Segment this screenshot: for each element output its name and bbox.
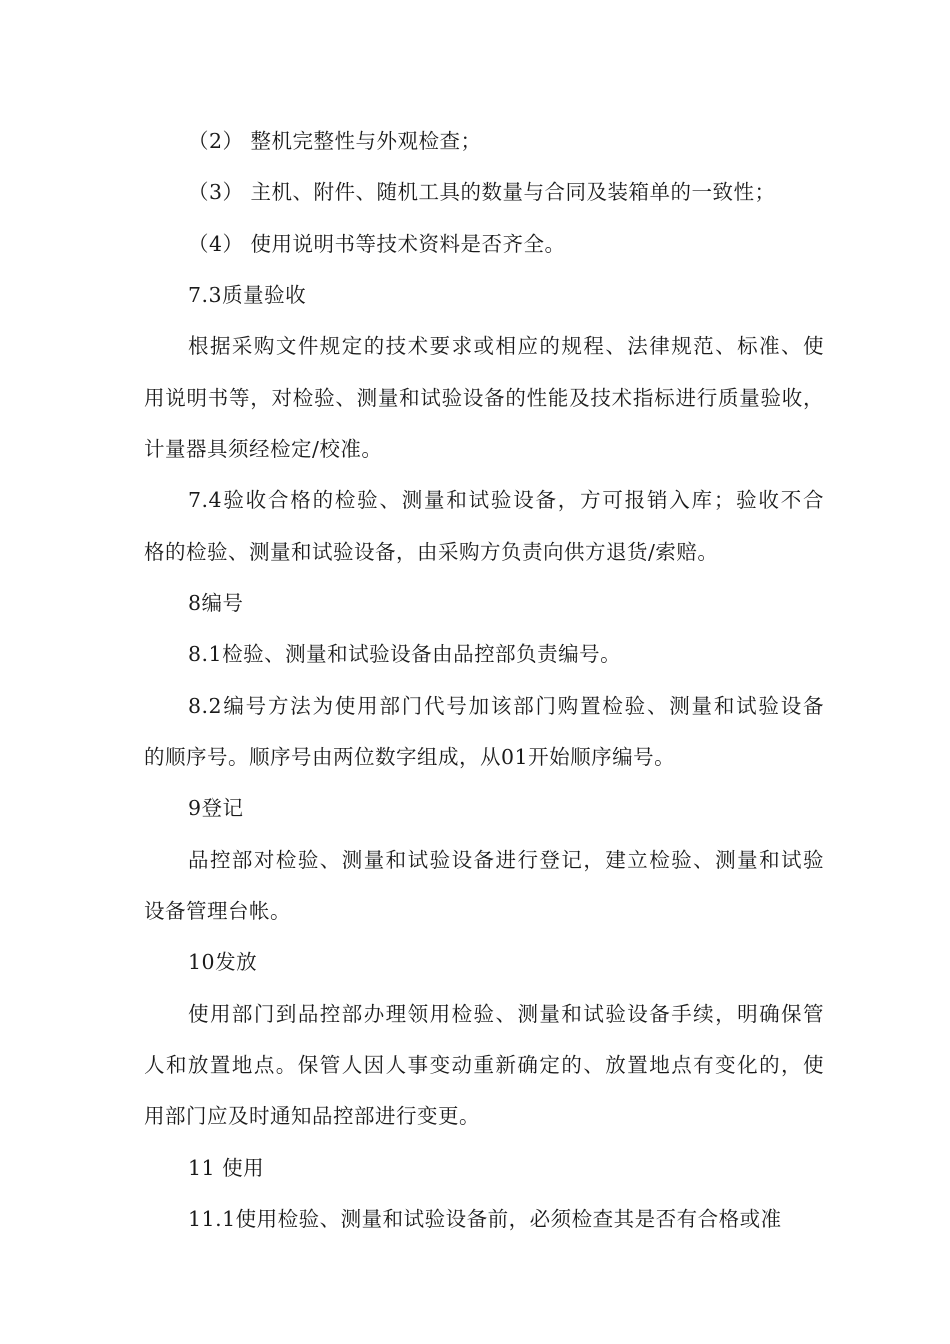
paragraph-line: 根据采购文件规定的技术要求或相应的规程、法律规范、标准、使 [188,334,824,358]
paragraph-line: 11.1使用检验、测量和试验设备前，必须检查其是否有合格或准 [188,1207,782,1231]
paragraph-line: 计量器具须经检定/校准。 [144,437,383,461]
section-heading-9: 9登记 [188,796,244,820]
section-heading-10: 10发放 [188,950,258,974]
section-heading-7-3: 7.3质量验收 [188,283,307,307]
paragraph-line: 8.2编号方法为使用部门代号加该部门购置检验、测量和试验设备 [188,694,824,718]
paragraph-line: 使用部门到品控部办理领用检验、测量和试验设备手续，明确保管 [188,1002,824,1026]
section-heading-8: 8编号 [188,591,244,615]
paragraph-line: 的顺序号。顺序号由两位数字组成，从01开始顺序编号。 [144,745,676,769]
paragraph-line: 用说明书等，对检验、测量和试验设备的性能及技术指标进行质量验收， [144,386,824,410]
section-heading-11: 11 使用 [188,1156,265,1180]
paragraph-line: 8.1检验、测量和试验设备由品控部负责编号。 [188,642,622,666]
paragraph-line: 格的检验、测量和试验设备，由采购方负责向供方退货/索赔。 [144,540,719,564]
list-item-3: （3） 主机、附件、随机工具的数量与合同及装箱单的一致性； [188,180,776,204]
paragraph-line: 品控部对检验、测量和试验设备进行登记，建立检验、测量和试验 [188,848,824,872]
paragraph-line: 人和放置地点。保管人因人事变动重新确定的、放置地点有变化的，使 [144,1053,824,1077]
paragraph-line: 用部门应及时通知品控部进行变更。 [144,1104,480,1128]
list-item-2: （2） 整机完整性与外观检查； [188,129,482,153]
paragraph-line: 7.4验收合格的检验、测量和试验设备，方可报销入库；验收不合 [188,488,824,512]
list-item-4: （4） 使用说明书等技术资料是否齐全。 [188,232,566,256]
paragraph-line: 设备管理台帐。 [144,899,291,923]
